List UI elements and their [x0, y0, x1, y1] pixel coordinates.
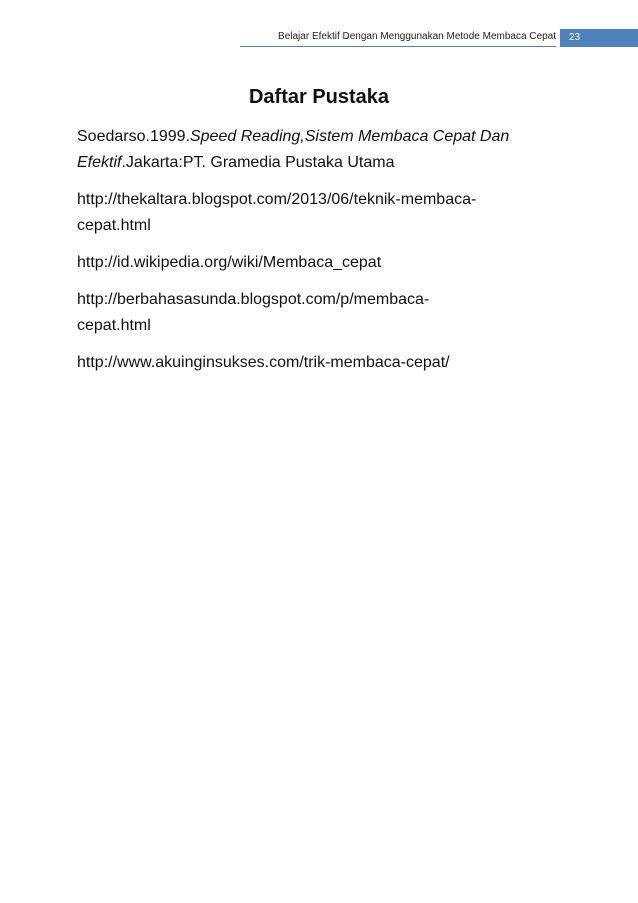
- book-title-line2: Efektif: [77, 154, 122, 171]
- running-header: [0, 29, 638, 47]
- link-line-continued[interactable]: cepat.html: [77, 217, 151, 234]
- book-publisher: .Jakarta:PT. Gramedia Pustaka Utama: [121, 154, 395, 171]
- bibliography-link-wikipedia[interactable]: [77, 250, 547, 276]
- link-line[interactable]: http://www.akuinginsukses.com/trik-membaca-cepat/: [77, 354, 450, 371]
- book-author-year: Soedarso.1999.: [77, 128, 190, 145]
- bibliography-entry-book: [77, 124, 547, 176]
- link-line-continued[interactable]: cepat.html: [77, 317, 151, 334]
- link-line[interactable]: http://berbahasasunda.blogspot.com/p/membaca-: [77, 291, 430, 308]
- link-line[interactable]: http://thekaltara.blogspot.com/2013/06/teknik-membaca-: [77, 191, 477, 208]
- bibliography-link-berbahasasunda[interactable]: [77, 287, 547, 339]
- bibliography-link-thekaltara[interactable]: [77, 187, 547, 239]
- running-header-title: Belajar Efektif Dengan Menggunakan Metode Membaca Cepat: [278, 31, 556, 42]
- link-line[interactable]: http://id.wikipedia.org/wiki/Membaca_cepat: [77, 254, 382, 271]
- page-heading: Daftar Pustaka: [248, 86, 390, 108]
- page-number-box: [560, 29, 638, 47]
- book-title-line1: Speed Reading,Sistem Membaca Cepat Dan: [189, 128, 510, 145]
- bibliography-link-akuinginsukses[interactable]: [77, 350, 547, 376]
- page-number: 23: [569, 32, 581, 43]
- bibliography-list: [77, 124, 547, 387]
- header-rule: [240, 46, 556, 47]
